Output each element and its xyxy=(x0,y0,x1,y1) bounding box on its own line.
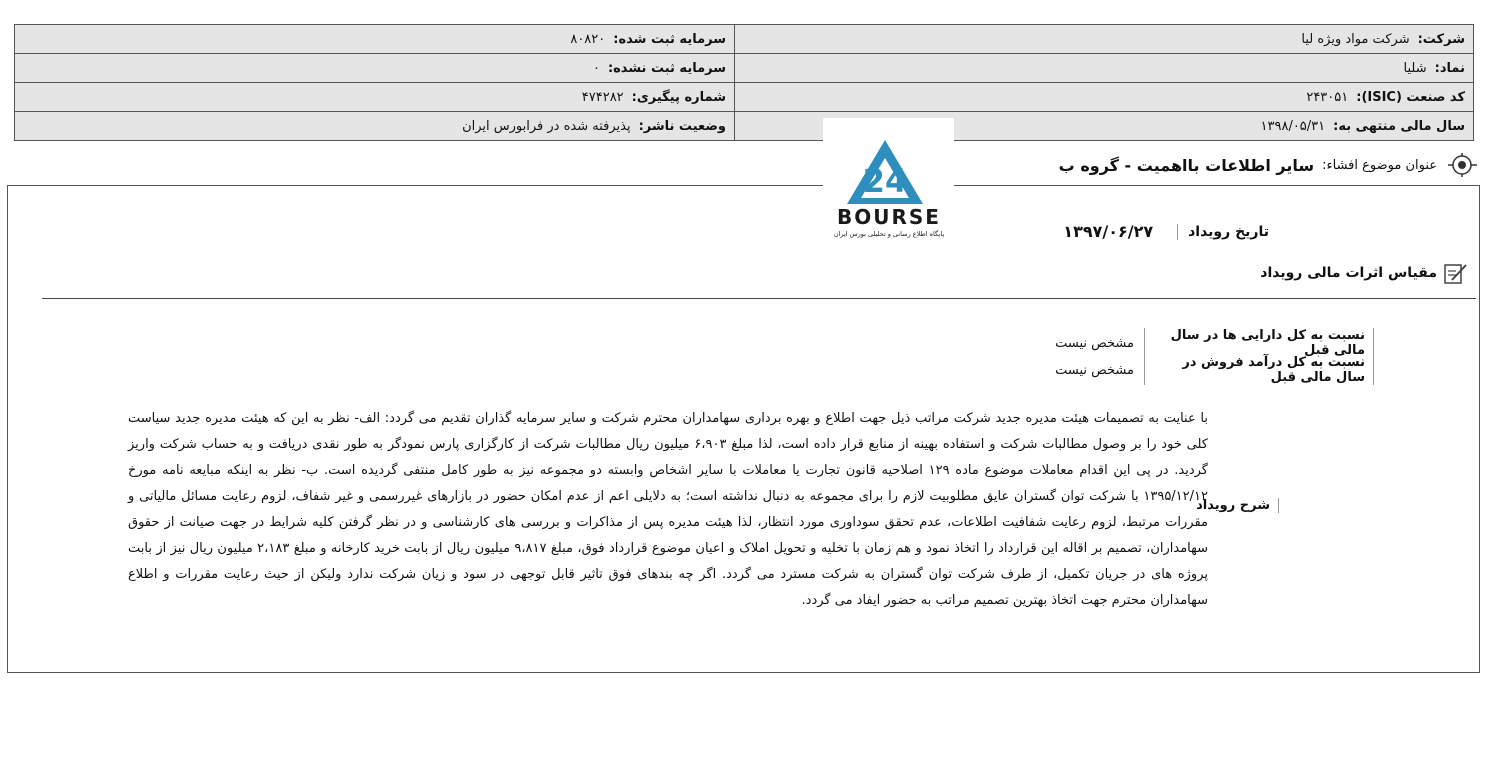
registered-capital-value: ۸۰۸۲۰ xyxy=(570,31,606,47)
info-row xyxy=(15,112,1474,141)
symbol-value: شلیا xyxy=(1403,60,1427,76)
unregistered-capital-cell xyxy=(15,54,735,83)
logo-tagline: پایگاه اطلاع رسانی و تحلیلی بورس ایران xyxy=(833,230,945,238)
isic-label: کد صنعت (ISIC): xyxy=(1356,89,1465,105)
description-label: شرح رویداد xyxy=(1196,498,1279,513)
company-label: شرکت: xyxy=(1417,31,1465,47)
logo-mark-text: 24 xyxy=(862,162,908,200)
unregistered-capital-label: سرمایه ثبت نشده: xyxy=(607,60,726,76)
section-divider xyxy=(42,298,1476,299)
symbol-cell xyxy=(735,54,1474,83)
isic-value: ۲۴۳۰۵۱ xyxy=(1306,89,1349,105)
event-panel xyxy=(7,185,1480,673)
fiscal-year-value: ۱۳۹۸/۰۵/۳۱ xyxy=(1260,118,1326,134)
bourse-logo-mark xyxy=(823,118,954,246)
company-info-table xyxy=(14,24,1474,141)
registered-capital-cell xyxy=(15,25,735,54)
event-date-value: ۱۳۹۷/۰۶/۲۷ xyxy=(1063,222,1154,241)
bourse-logo xyxy=(823,118,954,246)
financial-effects-heading xyxy=(1260,261,1469,285)
subject-label: عنوان موضوع افشاء: xyxy=(1322,157,1437,173)
fiscal-year-label: سال مالی منتهی به: xyxy=(1333,118,1465,134)
tracking-number-cell xyxy=(15,83,735,112)
asset-ratio-value: مشخص نیست xyxy=(1055,335,1134,351)
unregistered-capital-value: ۰ xyxy=(592,60,600,76)
info-row xyxy=(15,54,1474,83)
symbol-label: نماد: xyxy=(1434,60,1465,76)
company-value: شرکت مواد ویژه لیا xyxy=(1301,31,1410,47)
description-text: با عنایت به تصمیمات هیئت مدیره جدید شرکت مراتب ذیل جهت اطلاع و بهره برداری سهامداران محترم شرکت و سایر سرمایه گذاران تقدیم می گردد: الف- نظر به این که هیئت مدیره جدید سیاست کلی خود را بر وصول مطالبات شرکت و استفاده بهینه از منابع قرار داده است، لذا مبلغ ۶،۹۰۳ میلیون ریال مطالبات شرکت از کارگزاری پارس نمودگر به طور نقدی دریافت و به حساب شرکت واریز گردید. در پی این اقدام معاملات موضوع ماده ۱۲۹ اصلاحیه قانون تجارت یا معاملات با سایر اشخاص وابسته دو مجموعه نیز به طور کامل منتفی گردیده است. ب- نظر به اینکه مبایعه نامه مورخ ۱۳۹۵/۱۲/۱۲ با شرکت توان گستران عایق مطلوبیت لازم را برای مجموعه به دنبال نداشته است؛ به دلایلی اعم از عدم امکان حضور در بازارهای غیررسمی و غیر شفاف، لزوم رعایت مسائل مالیاتی و مقررات مرتبط، لزوم رعایت شفافیت اطلاعات، عدم تحقق سوداوری مورد انتظار، لذا هیئت مدیره پس از مذاکرات و بررسی های کارشناسی و در نظر گرفتن کلیه شرایط در جهت صیانت از حقوق سهامداران، تصمیم بر اقاله این قرارداد را اتخاذ نمود و هم زمان با تخلیه و تحویل املاک و اعیان موضوع قرارداد فوق، مبلغ ۹،۸۱۷ میلیون ریال از بابت خرید کارخانه و مبلغ ۲،۱۸۳ میلیون ریال نیز از بابت پروژه های در جریان تکمیل، از طرف شرکت توان گستران به شرکت مسترد می گردد. اگر چه بندهای فوق تاثیر قابل توجهی در سود و زیان شرکت ندارد ولیکن از حیث رعایت مقررات و اطلاع سهامداران محترم جهت اتخاذ بهترین تصمیم مراتب به حضور ایفاد می گردد. xyxy=(128,411,1209,608)
publisher-status-cell xyxy=(15,112,735,141)
company-cell xyxy=(735,25,1474,54)
info-row xyxy=(15,25,1474,54)
asset-ratio-label: نسبت به کل دارایی ها در سال مالی قبل xyxy=(1144,328,1374,358)
sales-ratio-label: نسبت به کل درآمد فروش در سال مالی قبل xyxy=(1144,355,1374,385)
sales-ratio-row xyxy=(1055,355,1374,385)
disclosure-subject xyxy=(1059,150,1479,180)
subject-title: سایر اطلاعات بااهمیت - گروه ب xyxy=(1058,155,1315,175)
event-date-label: تاریخ رویداد xyxy=(1177,224,1269,240)
edit-note-icon xyxy=(1443,261,1469,285)
sales-ratio-value: مشخص نیست xyxy=(1055,362,1134,378)
target-icon xyxy=(1445,151,1479,179)
registered-capital-label: سرمایه ثبت شده: xyxy=(613,31,726,47)
asset-ratio-row xyxy=(1055,328,1374,358)
event-date-row xyxy=(1063,222,1269,241)
publisher-status-label: وضعیت ناشر: xyxy=(638,118,726,134)
tracking-number-label: شماره پیگیری: xyxy=(631,89,726,105)
logo-text: BOURSE xyxy=(837,205,941,229)
financial-effects-title: مقیاس اثرات مالی رویداد xyxy=(1260,265,1437,281)
info-row xyxy=(15,83,1474,112)
tracking-number-value: ۴۷۴۲۸۲ xyxy=(581,89,624,105)
publisher-status-value: پذیرفته شده در فرابورس ایران xyxy=(462,118,631,134)
isic-cell xyxy=(735,83,1474,112)
